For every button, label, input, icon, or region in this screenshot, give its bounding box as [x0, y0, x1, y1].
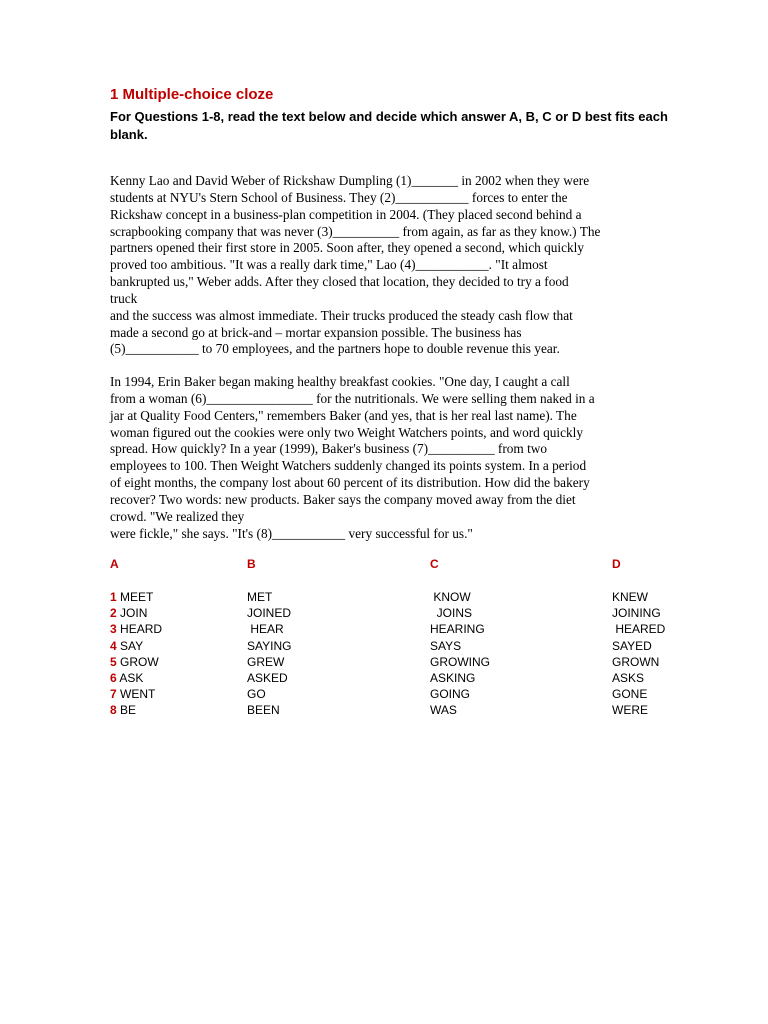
option-a-text: BE	[120, 703, 137, 718]
passage-line: woman figured out the cookies were only two Weight Watchers points, and word quickly	[110, 424, 583, 440]
question-number: 7	[110, 687, 117, 702]
option-c: KNOW	[430, 590, 471, 604]
passage-line: truck	[110, 290, 138, 306]
option-a	[110, 671, 143, 685]
option-b: MET	[247, 590, 273, 604]
option-a-text: WENT	[120, 687, 156, 702]
passage-line: made a second go at brick-and – mortar expansion possible. The business has	[110, 324, 522, 340]
option-row	[0, 606, 768, 622]
instructions: For Questions 1-8, read the text below and decide which answer A, B, C or D best fits each blank.	[110, 109, 668, 142]
option-a	[110, 622, 162, 636]
option-a	[110, 655, 159, 669]
column-header-a: A	[110, 557, 119, 571]
option-a	[110, 606, 147, 620]
question-number: 1	[110, 590, 117, 604]
option-row	[0, 655, 768, 671]
passage-line: students at NYU's Stern School of Business. They (2)___________ forces to enter the	[110, 189, 568, 205]
passage-line: from a woman (6)________________ for the nutritionals. We were selling them naked in a	[110, 390, 595, 406]
passage-line: crowd. "We realized they	[110, 508, 245, 524]
passage-line: In 1994, Erin Baker began making healthy breakfast cookies. "One day, I caught a call	[110, 374, 570, 389]
option-row	[0, 639, 768, 655]
option-a-text: MEET	[120, 590, 154, 604]
option-b: ASKED	[247, 671, 288, 685]
option-a-text: JOIN	[120, 606, 148, 621]
option-row	[0, 590, 768, 606]
passage-line: Kenny Lao and David Weber of Rickshaw Dumpling (1)_______ in 2002 when they were	[110, 173, 590, 188]
column-header-b: B	[247, 557, 256, 571]
question-number: 4	[110, 638, 117, 653]
question-number: 6	[110, 671, 117, 685]
option-b: HEAR	[247, 622, 284, 637]
option-c: HEARING	[430, 622, 485, 637]
question-number: 8	[110, 703, 117, 718]
option-c: GOING	[430, 687, 471, 702]
option-a-text: GROW	[120, 654, 159, 669]
option-d: SAYED	[612, 638, 652, 653]
option-b: JOINED	[247, 606, 292, 621]
option-a	[110, 639, 143, 653]
option-c: GROWING	[430, 654, 490, 669]
passage-line: bankrupted us," Weber adds. After they closed that location, they decided to try a food	[110, 274, 569, 290]
passage-line: employees to 100. Then Weight Watchers suddenly changed its points system. In a period	[110, 458, 587, 474]
section-title: 1 Multiple-choice cloze	[110, 86, 274, 103]
passage-line: proved too ambitious. "It was a really dark time," Lao (4)___________. "It almost	[110, 257, 548, 273]
option-b: GREW	[247, 654, 285, 669]
option-a	[110, 703, 136, 717]
option-d: WERE	[612, 703, 648, 718]
option-c: SAYS	[430, 638, 462, 653]
passage-paragraph-1	[110, 173, 680, 358]
passage-line: were fickle," she says. "It's (8)___________ very successful for us."	[110, 525, 473, 541]
option-a	[110, 590, 153, 604]
option-c: WAS	[430, 703, 457, 718]
passage-line: recover? Two words: new products. Baker says the company moved away from the diet	[110, 491, 576, 507]
option-d: GONE	[612, 687, 648, 702]
passage-paragraph-2	[110, 374, 680, 542]
option-a-text: ASK	[119, 671, 144, 685]
column-header-d: D	[612, 557, 621, 571]
option-row	[0, 687, 768, 703]
option-d: HEARED	[612, 622, 666, 637]
option-b: SAYING	[247, 638, 292, 653]
option-d: JOINING	[612, 606, 661, 621]
question-number: 3	[110, 622, 117, 637]
option-d: ASKS	[612, 671, 645, 685]
option-a	[110, 687, 155, 701]
passage-line: spread. How quickly? In a year (1999), Baker's business (7)__________ from two	[110, 441, 548, 457]
passage-line: scrapbooking company that was never (3)__________ from again, as far as they know.) The	[110, 223, 601, 239]
option-c: ASKING	[430, 671, 476, 685]
option-b: BEEN	[247, 703, 280, 718]
passage-line: of eight months, the company lost about 60 percent of its distribution. How did the bakery	[110, 475, 590, 491]
passage-line: (5)___________ to 70 employees, and the partners hope to double revenue this year.	[110, 341, 560, 357]
option-c: JOINS	[430, 606, 473, 621]
column-header-c: C	[430, 557, 439, 571]
question-number: 5	[110, 654, 117, 669]
passage-line: Rickshaw concept in a business-plan competition in 2004. (They placed second behind a	[110, 206, 582, 222]
passage-line: and the success was almost immediate. Their trucks produced the steady cash flow that	[110, 307, 573, 323]
option-a-text: SAY	[120, 638, 144, 653]
option-d: KNEW	[612, 590, 648, 604]
option-b: GO	[247, 687, 266, 702]
option-row	[0, 622, 768, 638]
passage-line: partners opened their first store in 2005. Soon after, they opened a second, which quickly	[110, 240, 584, 256]
passage-line: jar at Quality Food Centers," remembers Baker (and yes, that is her real last name). The	[110, 407, 577, 423]
option-d: GROWN	[612, 654, 660, 669]
option-a-text: HEARD	[120, 622, 163, 637]
option-row	[0, 671, 768, 687]
option-row	[0, 703, 768, 719]
question-number: 2	[110, 606, 117, 621]
